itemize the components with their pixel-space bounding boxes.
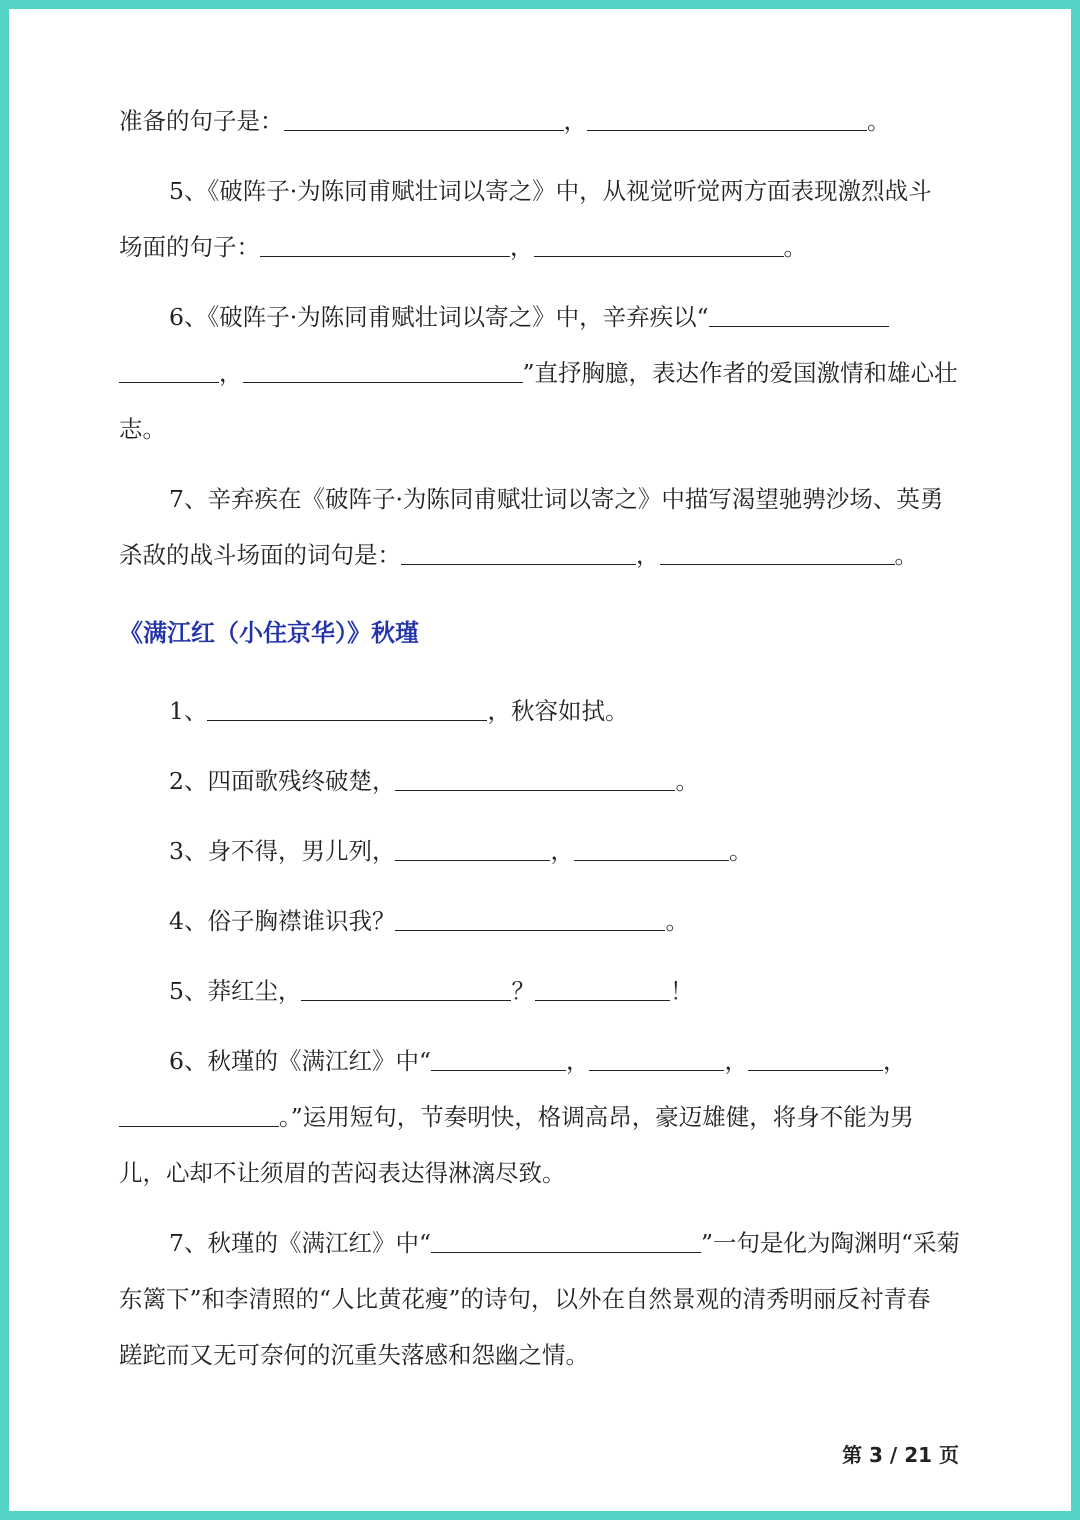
answer-blank[interactable] bbox=[660, 536, 895, 565]
section-question-5 bbox=[119, 963, 979, 1019]
q5-line1: 5、《破阵子·为陈同甫赋壮词以寄之》中，从视觉听觉两方面表现激烈战斗 bbox=[169, 177, 932, 205]
answer-blank[interactable] bbox=[284, 102, 564, 131]
q7-line1-tail: ”一句是化为陶渊明“采菊 bbox=[700, 1229, 960, 1257]
q5-line2: 场面的句子： bbox=[119, 233, 260, 261]
answer-blank[interactable] bbox=[119, 354, 219, 383]
question-6 bbox=[119, 289, 979, 457]
answer-blank[interactable] bbox=[401, 536, 636, 565]
answer-blank[interactable] bbox=[207, 692, 487, 721]
worksheet-content bbox=[119, 93, 979, 1383]
answer-blank[interactable] bbox=[260, 228, 510, 257]
end-punct: 。 bbox=[675, 767, 699, 795]
q4-continuation bbox=[119, 93, 979, 149]
separator: ， bbox=[219, 359, 243, 387]
end-punct: ！ bbox=[669, 977, 694, 1005]
separator: ， bbox=[882, 1047, 907, 1075]
separator: ， bbox=[565, 1047, 590, 1075]
answer-blank[interactable] bbox=[534, 228, 784, 257]
section-question-7 bbox=[119, 1215, 979, 1383]
answer-blank[interactable] bbox=[119, 1098, 279, 1127]
q7-line1-head: 7、秋瑾的《满江红》中“ bbox=[169, 1229, 431, 1257]
q5-text: 5、莽红尘， bbox=[169, 977, 302, 1005]
section-question-3 bbox=[119, 823, 979, 879]
answer-blank[interactable] bbox=[431, 1224, 701, 1253]
answer-blank[interactable] bbox=[535, 972, 670, 1001]
q2-text: 2、四面歌残终破楚， bbox=[169, 767, 396, 795]
question-7 bbox=[119, 471, 979, 583]
section-question-6 bbox=[119, 1033, 979, 1201]
q3-text: 3、身不得，男儿列， bbox=[169, 837, 396, 865]
section-question-1 bbox=[119, 683, 979, 739]
q6-line2-tail: ”直抒胸臆，表达作者的爱国激情和雄心壮 bbox=[522, 359, 958, 387]
q6-line3: 儿，心却不让须眉的苦闷表达得淋漓尽致。 bbox=[119, 1159, 566, 1187]
section-question-4 bbox=[119, 893, 979, 949]
q4-text: 准备的句子是： bbox=[119, 107, 284, 135]
end-punct: 。 bbox=[728, 837, 753, 865]
q6-line2-tail: 。”运用短句，节奏明快，格调高昂，豪迈雄健，将身不能为男 bbox=[279, 1103, 914, 1131]
separator: ， bbox=[636, 541, 660, 569]
answer-blank[interactable] bbox=[748, 1042, 883, 1071]
q6-line1: 6、《破阵子·为陈同甫赋壮词以寄之》中，辛弃疾以“ bbox=[169, 303, 709, 331]
separator: ， bbox=[563, 107, 587, 135]
section-heading: 《满江红（小住京华）》秋瑾 bbox=[119, 619, 419, 647]
q7-line1: 7、辛弃疾在《破阵子·为陈同甫赋壮词以寄之》中描写渴望驰骋沙场、英勇 bbox=[169, 485, 944, 513]
separator: ， bbox=[724, 1047, 748, 1075]
answer-blank[interactable] bbox=[709, 298, 889, 327]
answer-blank[interactable] bbox=[395, 762, 675, 791]
end-punct: 。 bbox=[867, 107, 891, 135]
q1-tail: ，秋容如拭。 bbox=[487, 697, 629, 725]
answer-blank[interactable] bbox=[395, 832, 550, 861]
end-punct: 。 bbox=[665, 907, 689, 935]
question-5 bbox=[119, 163, 979, 275]
answer-blank[interactable] bbox=[574, 832, 729, 861]
answer-blank[interactable] bbox=[243, 354, 523, 383]
separator: ， bbox=[510, 233, 534, 261]
answer-blank[interactable] bbox=[589, 1042, 724, 1071]
q6-line1: 6、秋瑾的《满江红》中“ bbox=[169, 1047, 431, 1075]
answer-blank[interactable] bbox=[301, 972, 511, 1001]
answer-blank[interactable] bbox=[395, 902, 665, 931]
separator: ， bbox=[550, 837, 574, 865]
answer-blank[interactable] bbox=[431, 1042, 566, 1071]
q7-line2: 杀敌的战斗场面的词句是： bbox=[119, 541, 401, 569]
section-question-2 bbox=[119, 753, 979, 809]
answer-blank[interactable] bbox=[587, 102, 867, 131]
q7-line2: 东篱下”和李清照的“人比黄花瘦”的诗句，以外在自然景观的清秀明丽反衬青春 bbox=[119, 1285, 931, 1313]
question-mark: ？ bbox=[511, 977, 535, 1005]
page-number: 第 3 / 21 页 bbox=[842, 1443, 959, 1467]
q6-line3: 志。 bbox=[119, 415, 166, 443]
q7-line3: 蹉跎而又无可奈何的沉重失落感和怨幽之情。 bbox=[119, 1341, 589, 1369]
q4-text: 4、俗子胸襟谁识我？ bbox=[169, 907, 396, 935]
end-punct: 。 bbox=[783, 233, 807, 261]
end-punct: 。 bbox=[894, 541, 918, 569]
q1-number: 1、 bbox=[169, 697, 208, 725]
